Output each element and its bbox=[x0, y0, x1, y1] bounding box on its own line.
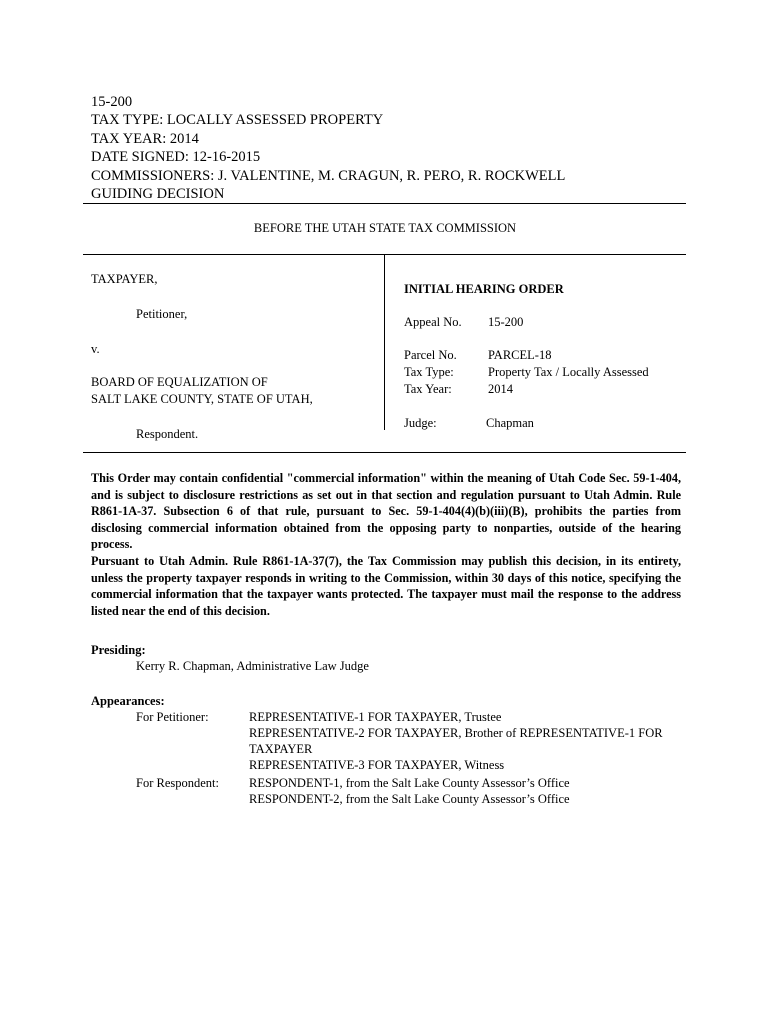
docket-number: 15-200 bbox=[91, 94, 133, 110]
appearances-label: Appearances: bbox=[91, 694, 165, 708]
confidentiality-notice bbox=[91, 470, 681, 619]
decision-type-line: GUIDING DECISION bbox=[91, 186, 225, 203]
appearances-section bbox=[91, 693, 691, 805]
respondent-name-line2: SALT LAKE COUNTY, STATE OF UTAH, bbox=[91, 392, 313, 406]
respondent-rep-2: RESPONDENT-2, from the Salt Lake County Assessor’s Office bbox=[249, 792, 570, 806]
presiding-name: Kerry R. Chapman, Administrative Law Judge bbox=[136, 659, 369, 673]
tax-type-row bbox=[404, 364, 694, 381]
respondent-rep-1: RESPONDENT-1, from the Salt Lake County Assessor’s Office bbox=[249, 776, 570, 790]
appeal-value: 15-200 bbox=[488, 315, 524, 329]
respondent-label: Respondent. bbox=[136, 427, 199, 441]
petitioner-rep-1: REPRESENTATIVE-1 FOR TAXPAYER, Trustee bbox=[249, 710, 502, 724]
tax-year-row bbox=[404, 381, 694, 398]
judge-label: Judge: bbox=[404, 416, 437, 430]
petitioner-label: Petitioner, bbox=[136, 307, 188, 321]
notice-paragraph-1: This Order may contain confidential "commercial information" within the meaning of Utah Code Sec. 59-1-404, and is subject to disclosure restrictions as set out in that section and regulation pursuant to Utah Admin. Rule R861-1A-37. Subsection 6 of that rule, pursuant to Sec. 59-1-404(4)(b)(iii)(B), prohibits the parties from disclosing commercial information obtained from the opposing party to nonparties, outside of the hearing process. bbox=[91, 471, 681, 552]
taxpayer-name: TAXPAYER, bbox=[91, 272, 158, 286]
case-caption-parties bbox=[91, 271, 381, 443]
document-header bbox=[91, 93, 565, 203]
petitioner-rep-2: REPRESENTATIVE-2 FOR TAXPAYER, Brother of REPRESENTATIVE-1 FOR TAXPAYER bbox=[249, 726, 663, 756]
tax-type-value: Property Tax / Locally Assessed bbox=[488, 365, 649, 379]
respondent-name-line1: BOARD OF EQUALIZATION OF bbox=[91, 375, 268, 389]
tax-type-line: TAX TYPE: LOCALLY ASSESSED PROPERTY bbox=[91, 112, 384, 129]
versus-label: v. bbox=[91, 342, 100, 356]
parcel-label: Parcel No. bbox=[404, 348, 457, 362]
caption-divider bbox=[384, 255, 385, 430]
date-signed-line: DATE SIGNED: 12-16-2015 bbox=[91, 149, 261, 166]
judge-value: Chapman bbox=[486, 416, 534, 430]
commissioners-line: COMMISSIONERS: J. VALENTINE, M. CRAGUN, R. PERO, R. ROCKWELL bbox=[91, 167, 566, 184]
tax-year-value: 2014 bbox=[488, 382, 513, 396]
petitioner-representatives bbox=[249, 709, 689, 773]
tax-year-line: TAX YEAR: 2014 bbox=[91, 130, 199, 147]
tax-year-label: Tax Year: bbox=[404, 382, 452, 396]
parcel-row bbox=[404, 347, 694, 364]
order-info bbox=[404, 281, 694, 432]
for-respondent-label: For Respondent: bbox=[136, 776, 219, 790]
tax-type-label: Tax Type: bbox=[404, 365, 454, 379]
petitioner-rep-3: REPRESENTATIVE-3 FOR TAXPAYER, Witness bbox=[249, 758, 505, 772]
parcel-value: PARCEL-18 bbox=[488, 348, 552, 362]
presiding-label: Presiding: bbox=[91, 643, 146, 657]
appeal-label: Appeal No. bbox=[404, 315, 462, 329]
presiding-section bbox=[91, 642, 369, 674]
judge-row bbox=[404, 415, 694, 432]
for-petitioner-label: For Petitioner: bbox=[136, 710, 209, 724]
appearances-list bbox=[91, 709, 691, 805]
caption-bottom-rule bbox=[83, 452, 686, 453]
respondent-representatives bbox=[249, 775, 689, 807]
notice-paragraph-2: Pursuant to Utah Admin. Rule R861-1A-37(7), the Tax Commission may publish this decision, in its entirety, unless the property taxpayer responds in writing to the Commission, within 30 days of this notice, specifying the commercial information that the taxpayer wants protected. The taxpayer must mail the response to the address listed near the end of this decision. bbox=[91, 553, 681, 618]
header-divider bbox=[83, 203, 686, 204]
order-title: INITIAL HEARING ORDER bbox=[404, 282, 564, 296]
appeal-row bbox=[404, 314, 694, 331]
court-title: BEFORE THE UTAH STATE TAX COMMISSION bbox=[253, 221, 517, 235]
